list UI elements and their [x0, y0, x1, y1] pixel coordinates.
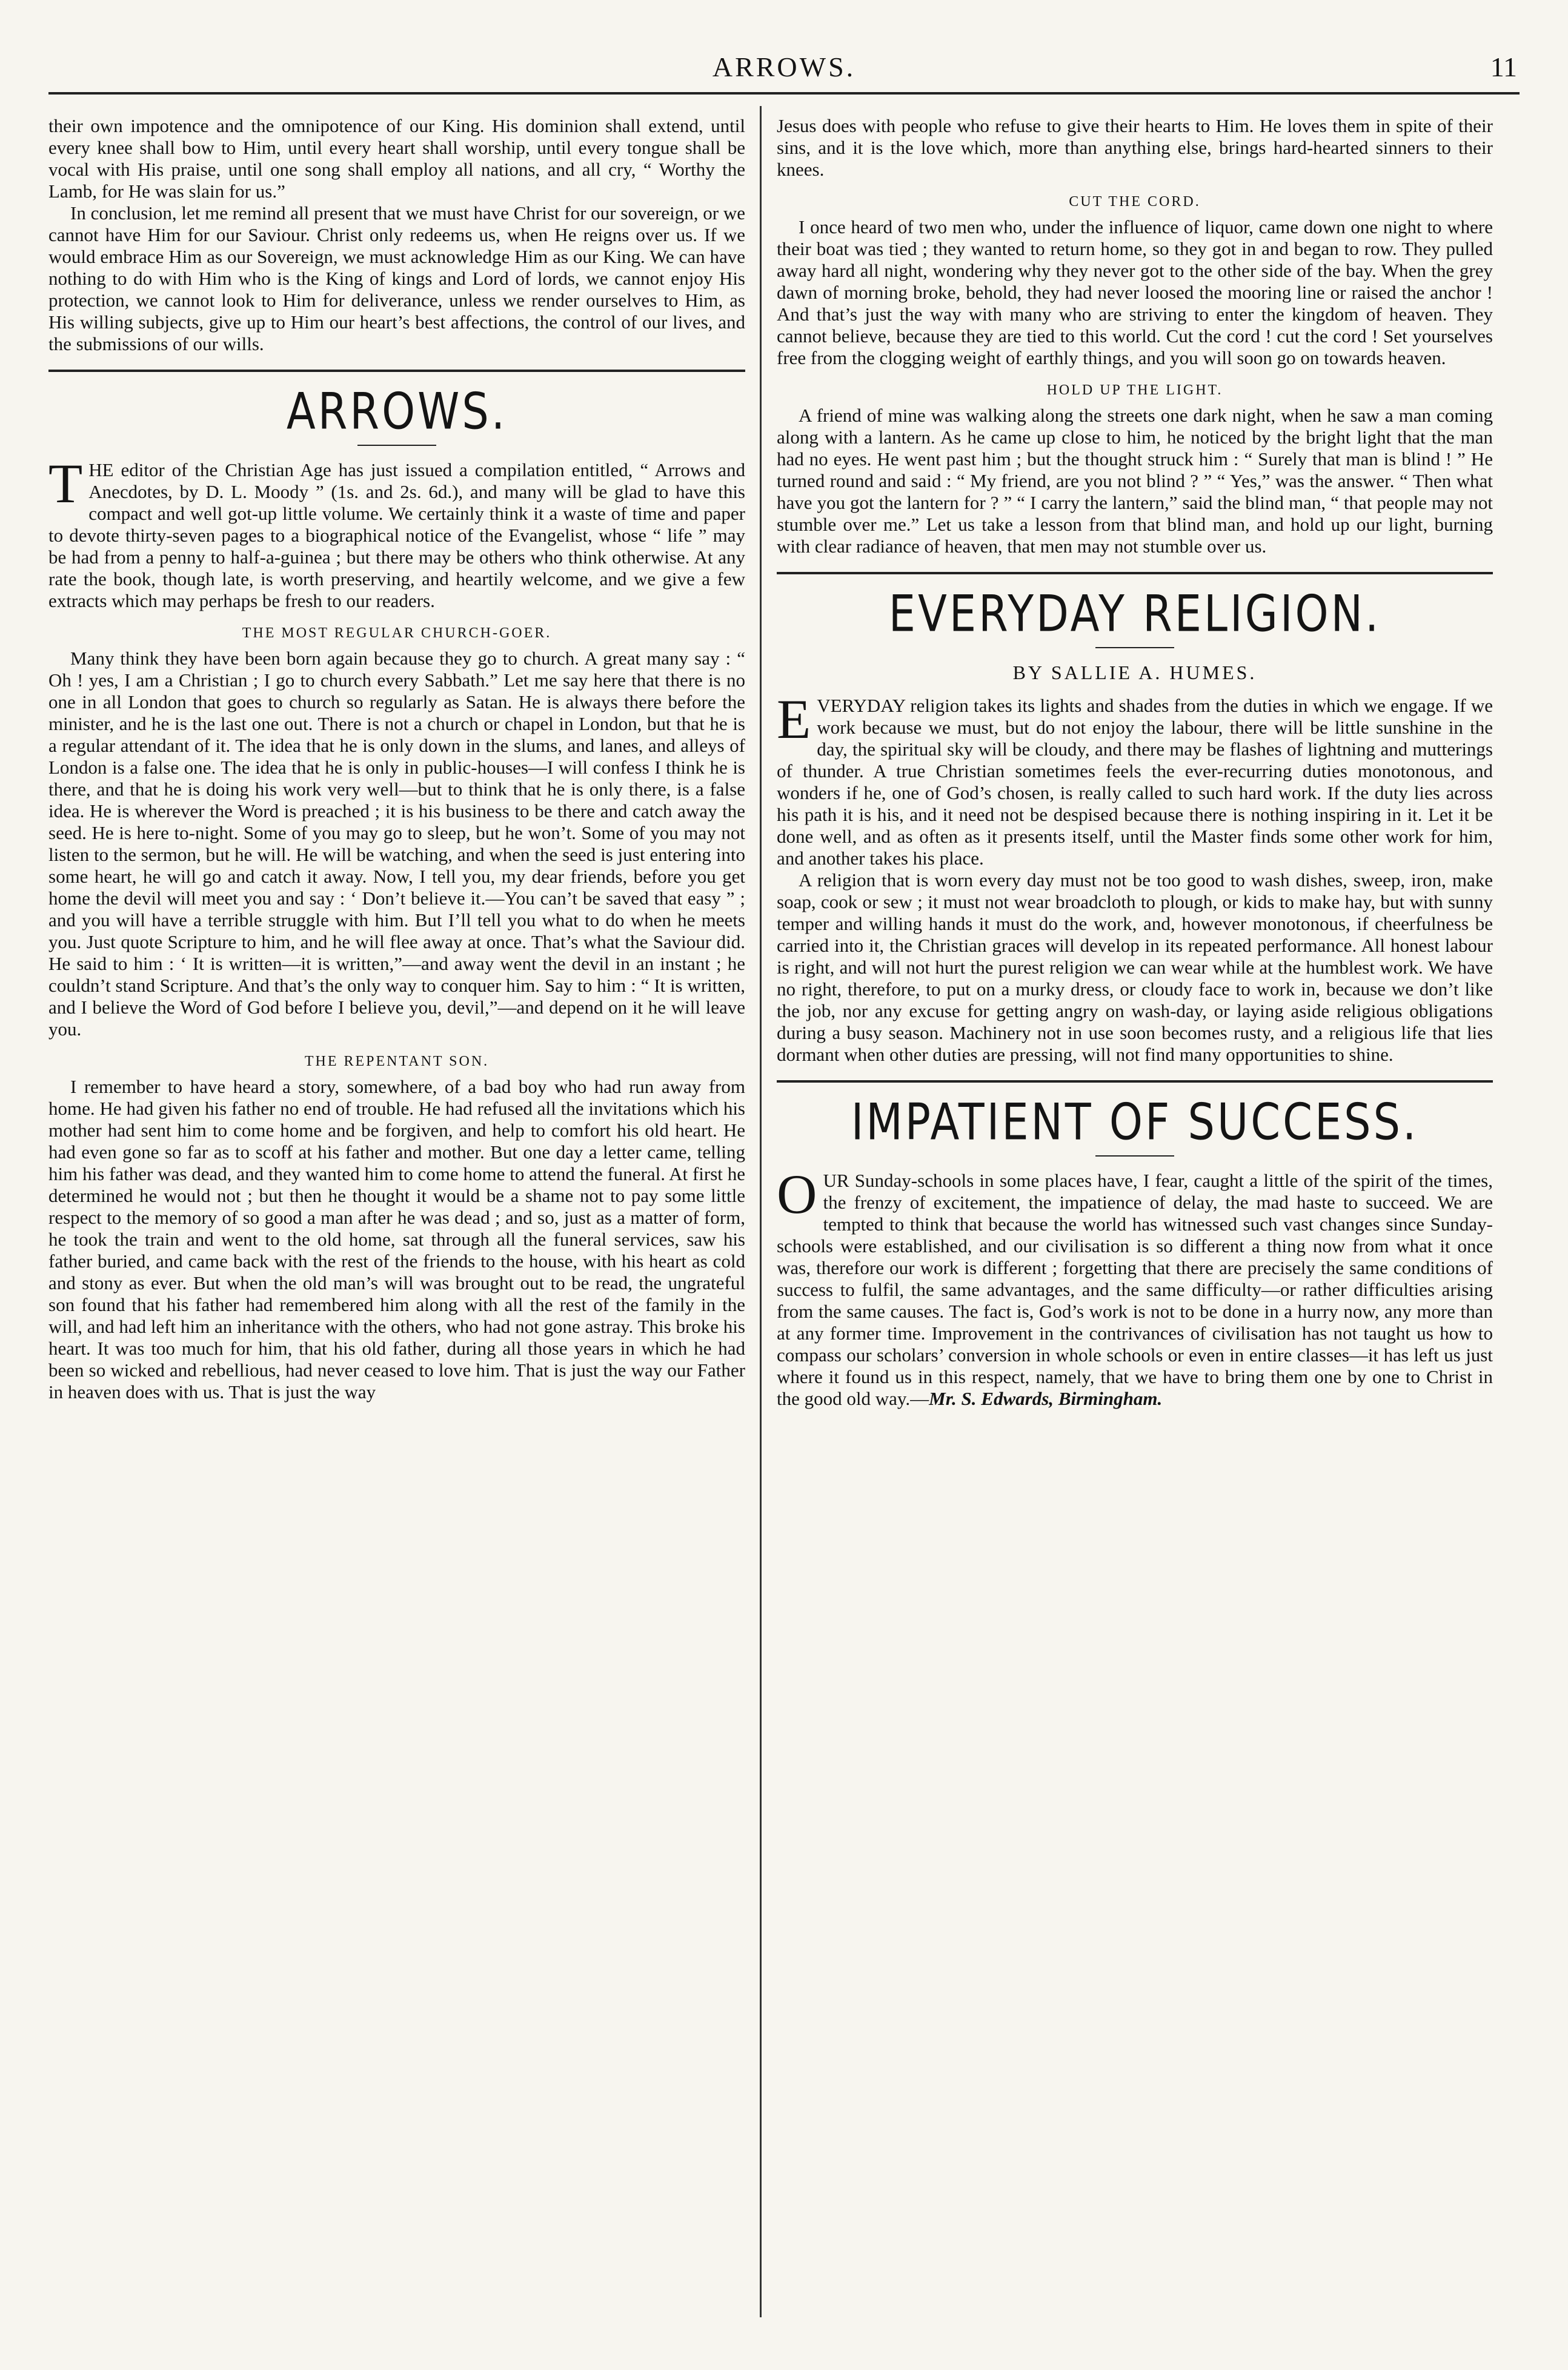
cut-the-cord-heading: CUT THE CORD. — [1069, 194, 1201, 210]
repentant-son-continued: Jesus does with people who refuse to give their hearts to Him. He loves them in spite of their sins, and it is the love which, more than anything else, brings hard-hearted sinners to their knees. — [777, 115, 1493, 180]
impatient-paragraph — [777, 1163, 1493, 1410]
section-divider — [777, 1080, 1493, 1083]
byline: BY SALLIE A. HUMES. — [1012, 662, 1257, 683]
page-number: 11 — [1490, 51, 1517, 82]
churchgoer-heading: THE MOST REGULAR CHURCH-GOER. — [242, 625, 552, 641]
section-divider — [777, 572, 1493, 574]
repentant-son-heading: THE REPENTANT SON. — [304, 1054, 490, 1069]
hold-up-light-paragraph: A friend of mine was walking along the streets one dark night, when he saw a man coming along with a lantern. As he came up close to him, he noticed by the bright light that the man had no eyes. He went past him ; but the thought struck him : “ Surely that man is blind ! ” He turned round and said : “ My friend, are you not blind ? ” “ Yes,” was the answer. “ Then what have you got the lantern for ? ” “ I carry the lantern,” said the blind man, “ that people may not stumble over me.” Let us take a lesson from that blind man, and hold up our light, burning with clear radiance of heaven, that men may not stumble over us. — [777, 405, 1493, 557]
everyday-religion-paragraph: A religion that is worn every day must not be too good to wash dishes, sweep, iron, make soap, cook or sew ; it must not wear broadcloth to plough, or kids to make hay, but with sunny temper and willing hands it must do the work, and, however monotonous, if cheerfulness be carried into it, the Christian graces will develop in its repeated performance. All honest labour is right, and will not hurt the purest religion we can wear while at the humblest work. We have no right, therefore, to put on a murky dress, or cloudy face to work in, because we don’t like the job, nor any excuse for getting angry on wash-day, or laying aside religious obligations during a busy season. Machinery not in use soon becomes rusty, and a religious life that lies dormant when other duties are pressing, will not find many opportunities to shine. — [777, 869, 1493, 1065]
running-title: ARROWS. — [712, 51, 856, 82]
title-rule — [1095, 647, 1174, 648]
arrows-paragraph — [48, 453, 745, 612]
section-divider — [48, 370, 745, 372]
title-rule — [357, 445, 436, 446]
everyday-religion-paragraph — [777, 688, 1493, 869]
title-rule — [1095, 1155, 1174, 1157]
intro-paragraph: In conclusion, let me remind all present that we must have Christ for our sovereign, or we cannot have Him for our Saviour. Christ only redeems us, when He reigns over us. If we would embrace Him as our Sovereign, we must acknowledge Him as our King. We can have nothing to do with Him who is the King of kings and Lord of lords, we cannot enjoy His protection, we cannot look to Him for deliverance, unless we render ourselves to Him, as His willing subjects, give up to Him our heart’s best affections, the control of our lives, and the submissions of our wills. — [48, 202, 745, 354]
drop-cap: T — [48, 453, 83, 514]
cut-the-cord-paragraph: I once heard of two men who, under the influence of liquor, came down one night to where their boat was tied ; they wanted to return home, so they got in and began to row. They pulled away hard all night, wondering why they never got to the other side of the bay. When the grey dawn of morning broke, behold, they had never loosed the mooring line or raised the anchor ! And that’s just the way with many who are striving to enter the kingdom of heaven. They cannot believe, because they are tied to this world. Cut the cord ! cut the cord ! Set yourselves free from the clogging weight of earthly things, and you will soon go on towards heaven. — [777, 216, 1493, 368]
left-column — [48, 115, 745, 1403]
hold-up-light-heading: HOLD UP THE LIGHT. — [1046, 382, 1223, 398]
signature: Mr. S. Edwards, Birmingham. — [929, 1388, 1163, 1409]
intro-paragraph: their own impotence and the omnipotence of our King. His dominion shall extend, until every knee shall bow to Him, until every heart shall worship, until every tongue shall be vocal with His praise, until one song shall employ all nations, and all cry, “ Worthy the Lamb, for He was slain for us.” — [48, 115, 745, 202]
churchgoer-paragraph: Many think they have been born again because they go to church. A great many say : “ Oh ! yes, I am a Christian ; I go to church every Sabbath.” Let me say here that there is no one in all London that goes to church so regularly as Satan. He is always there before the minister, and he is the last one out. There is not a church or chapel in London, but that he is a regular attendant of it. The idea that he is only down in the slums, and lanes, and alleys of London is a false one. The idea that he is only in public-houses—I will confess I think he is there, and that he is doing his work very well—but to think that he is only there, is a false idea. He is wherever the Word is preached ; it is his business to be there and catch away the seed. He is here to-night. Some of you may go to sleep, but he won’t. Some of you may not listen to the sermon, but he will. He will be watching, and when the seed is just entering into some heart, he will go and catch it away. Now, I tell you, my dear friends, before you get home the devil will meet you and say : ‘ Don’t believe it.—You can’t be saved that easy ” ; and you will have a terrible struggle with him. But I’ll tell you what to do when he meets you. Just quote Scripture to him, and he will flee away at once. That’s what the Saviour did. He said to him : ‘ It is written—it is written,”—and away went the devil in an instant ; he couldn’t stand Scripture. And that’s the only way to conquer him. Say to him : “ It is written, and I believe the Word of God before I believe you, devil,”—and depend on it he will leave you. — [48, 648, 745, 1040]
drop-cap: E — [777, 688, 811, 750]
arrows-text: HE editor of the Christian Age has just issued a compilation entitled, “ Arrows and Anecdotes, by D. L. Moody ” (1s. and 2s. 6d.), and many will be glad to have this compact and well got-up little volume. We certainly think it a waste of time and paper to devote thirty-seven pages to a biographical notice of the Evangelist, whose “ life ” may be had from a penny to half-a-guinea ; but there may be others who think otherwise. At any rate the book, though late, is worth preserving, and heartily welcome, and we give a few extracts which may perhaps be fresh to our readers. — [48, 459, 745, 611]
drop-cap: O — [777, 1163, 817, 1225]
everyday-religion-title: EVERYDAY RELIGION. — [888, 584, 1381, 643]
running-header — [48, 50, 1520, 95]
repentant-son-paragraph: I remember to have heard a story, somewhere, of a bad boy who had run away from home. He had given his father no end of trouble. He had refused all the invitations which his mother had sent him to come home and be forgiven, and help to comfort his old heart. He had even gone so far as to scoff at his father and mother. But one day a letter came, telling him his father was dead, and they wanted him to come home to attend the funeral. At first he determined he would not ; but then he thought it would be a shame not to pay some little respect to the memory of so good a man after he was dead ; and so, just as a matter of form, he took the train and went to the old home, sat through all the funeral services, saw his father buried, and came back with the rest of the friends to the house, with his heart as cold and stony as ever. But when the old man’s will was brought out to be read, the ungrateful son found that his father had remembered him along with all the rest of the family in the will, and had left him an inheritance with the others, who had not gone astray. This broke his heart. It was too much for him, that his old father, during all those years in which he had been so wicked and rebellious, had never ceased to love him. That is just the way our Father in heaven does with us. That is just the way — [48, 1076, 745, 1402]
arrows-title: ARROWS. — [286, 382, 508, 441]
everyday-religion-text: VERYDAY religion takes its lights and shades from the duties in which we engage. If we work because we must, but do not enjoy the labour, there will be little sunshine in the day, the spiritual sky will be cloudy, and there may be flashes of lightning and mutterings of thunder. A true Christian sometimes feels the ever-recurring duties monotonous, and wonders if he, one of God’s chosen, is really called to such hard work. If the duty lies across his path it is his, and it need not be despised because there is nothing inspiring in it. Let it be done well, and as often as it presents itself, until the Master finds some other work for him, and another takes his place. — [777, 695, 1493, 869]
impatient-title: IMPATIENT OF SUCCESS. — [851, 1092, 1419, 1152]
right-column — [777, 115, 1493, 1410]
column-rule — [760, 106, 762, 2317]
impatient-text: UR Sunday-schools in some places have, I fear, caught a little of the spirit of the times, the frenzy of excitement, the impatience of delay, the mad haste to succeed. We are tempted to think that because the world has witnessed such vast changes since Sunday-schools were established, and our civilisation is so different a thing now from what it once was, therefore our work is different ; forgetting that there are precisely the same conditions of success to fulfil, the same advantages, and the same difficulty—or rather difficulties arising from the same causes. The fact is, God’s work is not to be done in a hurry now, any more than at any former time. Improvement in the contrivances of civilisation has not taught us how to compass our scholars’ conversion in whole schools or even in entire classes—it has left us just where it found us in this respect, namely, that we have to bring them one by one to Christ in the good old way.— — [777, 1170, 1493, 1409]
